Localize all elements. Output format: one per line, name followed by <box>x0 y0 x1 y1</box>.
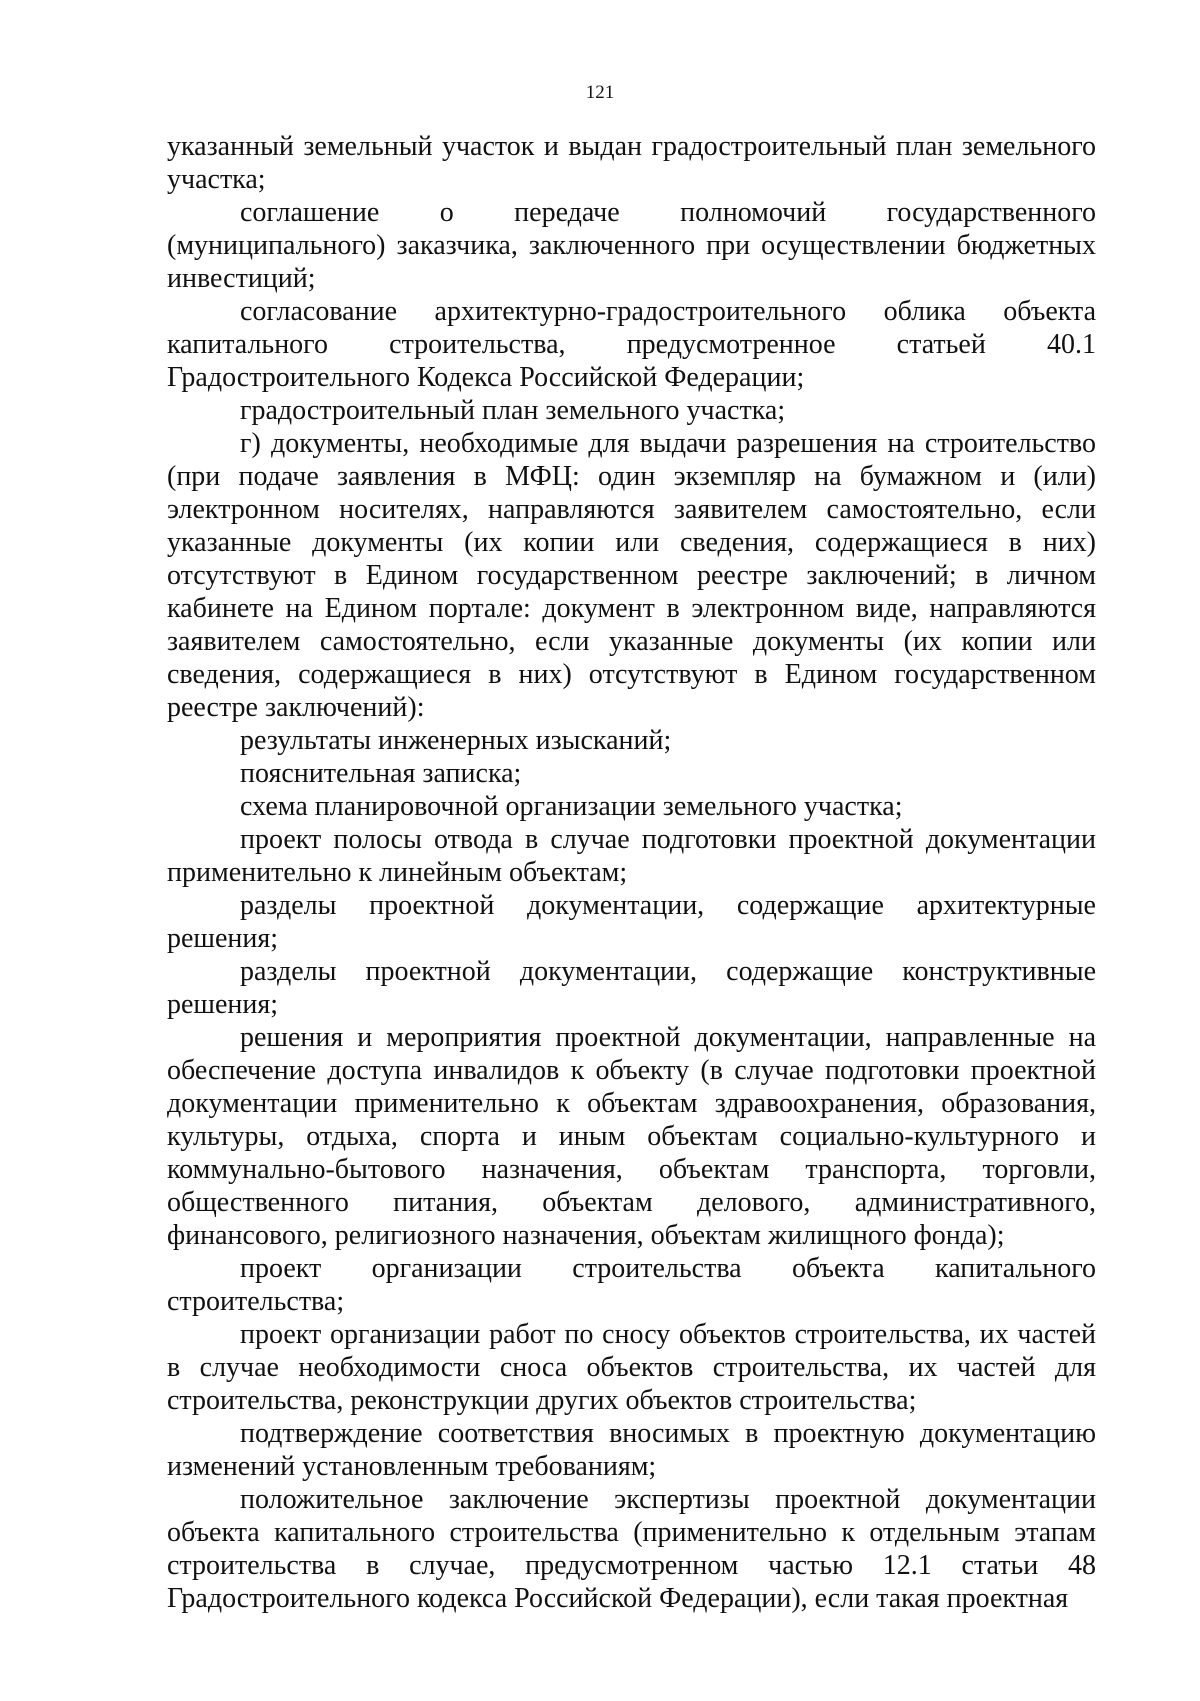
document-body <box>167 130 1096 1615</box>
paragraph-land-plot-end: указанный земельный участок и выдан градостроительный план земельного участка; <box>167 131 1096 195</box>
list-item-changes-compliance: подтверждение соответствия вносимых в проектную документацию изменений установленным требованиям; <box>167 1418 1096 1482</box>
list-item-right-of-way-project: проект полосы отвода в случае подготовки проектной документации применительно к линейным объектам; <box>167 824 1096 888</box>
list-item-expertise-conclusion: положительное заключение экспертизы проектной документации объекта капитального строительства (применительно к отдельным этапам строительства в случае, предусмотренном частью 12.1 статьи 48 Градостроительного кодекса Российской Федерации), если такая проектная <box>167 1484 1096 1614</box>
list-item-engineering-surveys: результаты инженерных изысканий; <box>240 725 672 756</box>
paragraph-section-g-documents: г) документы, необходимые для выдачи разрешения на строительство (при подаче заявления в МФЦ: один экземпляр на бумажном и (или) электронном носителях, направляются заявителем самостоятельно, если указанные документы (их копии или сведения, содержащиеся в них) отсутствуют в Едином государственном реестре заключений; в личном кабинете на Едином портале: документ в электронном виде, направляются заявителем самостоятельно, если указанные документы (их копии или сведения, содержащиеся в них) отсутствуют в Едином государственном реестре заключений): <box>167 428 1096 723</box>
paragraph-authority-transfer-agreement: соглашение о передаче полномочий государственного (муниципального) заказчика, заключенного при осуществлении бюджетных инвестиций; <box>167 197 1096 294</box>
paragraph-urban-plan: градостроительный план земельного участка; <box>240 395 786 426</box>
list-item-accessibility-measures: решения и мероприятия проектной документации, направленные на обеспечение доступа инвалидов к объекту (в случае подготовки проектной документации применительно к объектам здравоохранения, образования, культуры, отдыха, спорта и иным объектам социально-культурного и коммунально-бытового назначения, объектам транспорта, торговли, общественного питания, объектам делового, административного, финансового, религиозного назначения, объектам жилищного фонда); <box>167 1022 1096 1251</box>
list-item-site-layout-scheme: схема планировочной организации земельного участка; <box>240 791 903 822</box>
list-item-explanatory-note: пояснительная записка; <box>240 758 522 789</box>
list-item-architectural-sections: разделы проектной документации, содержащие архитектурные решения; <box>167 890 1096 954</box>
page-number: 121 <box>585 82 615 103</box>
paragraph-architectural-approval: согласование архитектурно-градостроительного облика объекта капитального строительства, предусмотренное статьей 40.1 Градостроительного Кодекса Российской Федерации; <box>167 296 1096 393</box>
list-item-structural-sections: разделы проектной документации, содержащие конструктивные решения; <box>167 956 1096 1020</box>
list-item-construction-organization: проект организации строительства объекта капитального строительства; <box>167 1253 1096 1317</box>
list-item-demolition-project: проект организации работ по сносу объектов строительства, их частей в случае необходимости сноса объектов строительства, их частей для строительства, реконструкции других объектов строительства; <box>167 1319 1096 1416</box>
